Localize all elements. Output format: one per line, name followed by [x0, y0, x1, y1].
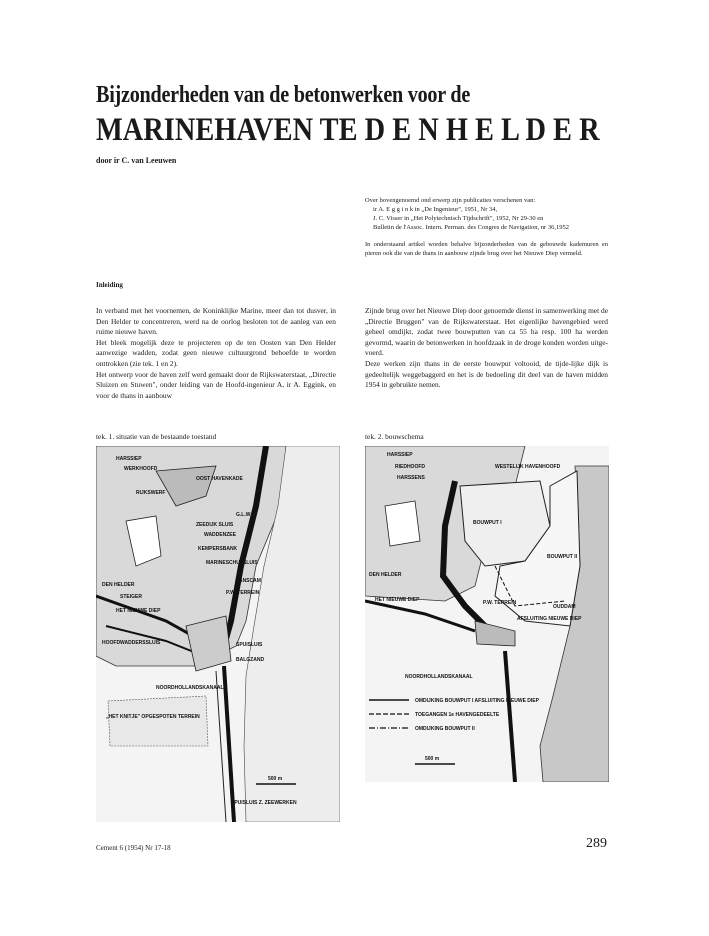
left-column	[96, 306, 336, 401]
map-label: HET NIEUWE DIEP	[375, 597, 420, 603]
map-label: DEN HELDER	[102, 582, 135, 588]
map-label: OOST HAVENKADE	[196, 476, 243, 482]
paragraph: Deze werken zijn thans in de eerste bouwput voltooid, de tijde-lijke dijk is gedeeltelijk weggebaggerd en het is de bedoeling dit deel van de haven midden 1954 in gebruikte nemen.	[365, 358, 608, 390]
map-label: BOUWPUT II	[547, 554, 577, 560]
paragraph: Het bleek mogelijk deze te projecteren op de ten Oosten van Den Helder aanwezige wadden, zodat geen nieuwe cultuurgrond behoefde te worden onttrokken (zie tek. 1 en 2).	[96, 337, 336, 368]
map-label: BOUWPUT I	[473, 520, 502, 526]
map-label: STEIGER	[120, 594, 142, 600]
map-label: WERKHOOFD	[124, 466, 158, 472]
figure-2-caption: tek. 2. bouwschema	[365, 432, 424, 441]
map-label: DEN HELDER	[369, 572, 402, 578]
map-legend-item: TOEGANGEN 1e HAVENGEDEELTE	[415, 712, 500, 718]
map-label: SPUISLUIS Z. ZEEWERKEN	[231, 800, 297, 806]
map-label: BALGZAND	[236, 657, 265, 663]
paragraph: In verband met het voornemen, de Koninklijke Marine, meer dan tot dusver, in Den Helder te concentreren, werd na de oorlog besloten tot de aanleg van een ruime nieuwe haven.	[96, 306, 336, 337]
right-column	[365, 306, 608, 391]
map-basin	[385, 501, 420, 546]
article-title-line-1: Bijzonderheden van de betonwerken voor de	[96, 82, 471, 108]
map-canal	[224, 666, 234, 822]
map-label: WESTELIJK HAVENHOOFD	[495, 464, 561, 470]
sources-intro: Over bovengenoemd ond erwerp zijn publicaties verschenen van:	[365, 197, 536, 204]
section-heading: Inleiding	[96, 281, 123, 289]
map-label: MARINESCHUTSLUIS	[206, 560, 258, 566]
map-label: VANSCAM	[236, 578, 261, 584]
map-label: P.W. TERREIN	[226, 590, 260, 596]
article-title-line-2: MARINEHAVEN TE D E N H E L D E R	[96, 112, 600, 148]
source-item: Bulletin de l'Assoc. Intern. Perman. des Congres de Navigation, nr 36,1952	[373, 224, 569, 231]
intro-paragraph: In onderstaand artikel worden behalve bijzonderheden van de gebouwde kademuren en pieren ook die van de thans in aanbouw zijnde brug over het Nieuwe Diep vermeld.	[365, 241, 608, 257]
map-canal	[505, 651, 515, 782]
map-label: RIEDHOOFD	[395, 464, 425, 470]
map-label: WADDENZEE	[204, 532, 236, 538]
map-label: 500 m	[268, 776, 283, 782]
byline: door ir C. van Leeuwen	[96, 156, 177, 165]
source-item: J. C. Visser in „Het Polytechnisch Tijdschrift", 1952, Nr 29-30 en	[373, 215, 544, 222]
map-label: SPUISLUIS	[236, 642, 263, 648]
map-terrain	[108, 696, 208, 746]
map-label: P.W. TERREIN	[483, 600, 517, 606]
map-legend-item: OMDIJKING BOUWPUT II	[415, 726, 475, 732]
map-label: KEMPERSBANK	[198, 546, 238, 552]
map-label: HOOFDWADDERSSLUIS	[102, 640, 161, 646]
source-item: ir A. E g g i n k in „De Ingenieur", 1951, Nr 34,	[373, 206, 498, 213]
map-label: NOORDHOLLANDSKANAAL	[405, 674, 473, 680]
figure-2-construction-map	[365, 446, 609, 782]
map-label: ZEEDIJK SLUIS	[196, 522, 234, 528]
figure-1-situation-map	[96, 446, 340, 822]
map-label: OUDDAM	[553, 604, 576, 610]
journal-reference: Cement 6 (1954) Nr 17-18	[96, 844, 171, 852]
map-label: „HET KNITJE" OPGESPOTEN TERREIN	[106, 714, 200, 720]
map-label: AFSLUITING NIEUWE DIEP	[517, 616, 582, 622]
map-label: 500 m	[425, 756, 440, 762]
figure-1-caption: tek. 1. situatie van de bestaande toestand	[96, 432, 217, 441]
page-number: 289	[586, 836, 607, 851]
map-legend-item: OMDIJKING BOUWPUT I AFSLUITING NIEUWE DIEP	[415, 698, 539, 704]
map-label: HET NIEUWE DIEP	[116, 608, 161, 614]
map-label: NOORDHOLLANDSKANAAL	[156, 685, 224, 691]
map-label: HARSSENS	[397, 475, 425, 481]
map-label: G.L.W.	[236, 512, 252, 518]
map-channel	[365, 601, 475, 631]
map-label: HARSSIEP	[116, 456, 142, 462]
sources-note	[365, 196, 610, 232]
map-label: HARSSIEP	[387, 452, 413, 458]
paragraph: Zijnde brug over het Nieuwe Diep door genoemde dienst in samenwerking met de „Directie Bruggen" van de Rijkswaterstaat. Het eigenlijke havengebied werd geheel omdijkt, zodat twee bouwputten van ca 55 ha resp. 100 ha werden gevormd, waarin de betonwerken in hoofdzaak in de droge konden worden uitge-voerd.	[365, 306, 608, 358]
paragraph: Het ontwerp voor de haven zelf werd gemaakt door de Rijkswaterstaat, „Directie Sluizen en Stuwen", onder leiding van de Hoofd-ingenieur A, ir A. Eggink, en voor de thans in aanbouw	[96, 369, 336, 400]
map-label: RIJKSWERF	[136, 490, 166, 496]
map-closure	[475, 621, 515, 646]
